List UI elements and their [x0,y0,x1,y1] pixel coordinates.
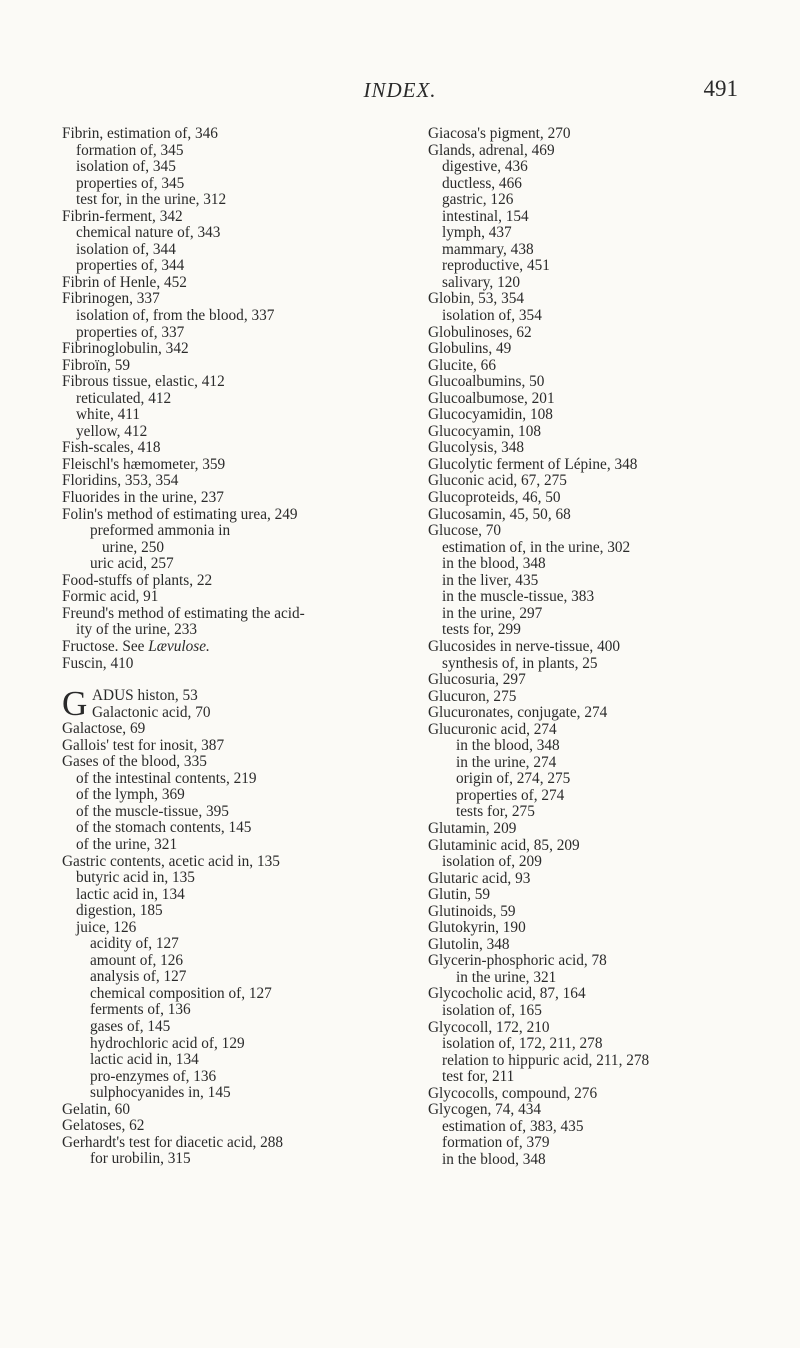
index-entry [428,689,768,706]
index-entry [428,639,768,656]
entry-text: sulphocyanides in, 145 [90,1084,231,1102]
index-entry [62,705,412,722]
entry-text: hydrochloric acid of, 129 [90,1034,245,1052]
entry-text: chemical composition of, 127 [90,984,272,1002]
index-subentry [428,209,768,226]
entry-text: in the urine, 297 [442,604,543,622]
index-subentry [428,788,768,805]
entry-text: lactic acid in, 134 [76,885,185,903]
index-entry [428,986,768,1003]
entry-text: Glucuronates, conjugate, 274 [428,704,608,722]
index-entry [62,589,412,606]
index-subentry [428,275,768,292]
index-subentry [428,755,768,772]
entry-text: of the urine, 321 [76,835,178,853]
entry-text: isolation of, from the blood, 337 [76,307,275,325]
entry-text: Globin, 53, 354 [428,290,525,308]
index-entry [428,1102,768,1119]
entry-text: properties of, 345 [76,174,185,192]
entry-text: Glucuron, 275 [428,687,517,705]
index-subentry [62,159,412,176]
entry-text: intestinal, 154 [442,207,529,225]
index-subentry [62,242,412,259]
index-entry [62,656,412,673]
index-subentry [428,573,768,590]
entry-text: estimation of, 383, 435 [442,1117,584,1135]
entry-text: Freund's method of estimating the acid- [62,604,305,622]
entry-text: gases of, 145 [90,1017,171,1035]
index-entry [428,937,768,954]
index-subentry [62,1052,412,1069]
entry-text: Fibrin-ferment, 342 [62,207,183,225]
entry-text: Fuscin, 410 [62,654,134,672]
index-subentry [62,424,412,441]
entry-text: digestive, 436 [442,158,528,176]
index-subentry [428,970,768,987]
page-number: 491 [703,76,738,101]
index-entry [428,523,768,540]
index-entry [428,722,768,739]
entry-text: Glutin, 59 [428,886,491,904]
entry-text: tests for, 275 [456,803,535,821]
entry-text: Glutolin, 348 [428,935,510,953]
entry-text: Glutinoids, 59 [428,902,516,920]
index-subentry [428,176,768,193]
index-entry [428,871,768,888]
index-entry [62,126,412,143]
index-subentry [62,225,412,242]
index-subentry [62,258,412,275]
entry-text: properties of, 344 [76,257,185,275]
index-entry [428,672,768,689]
entry-text: Fibrinogen, 337 [62,290,160,308]
index-subentry [62,936,412,953]
entry-text: estimation of, in the urine, 302 [442,538,631,556]
index-entry [62,209,412,226]
entry-text: Fibrin of Henle, 452 [62,273,187,291]
running-title: INDEX. [363,78,437,102]
index-entry [428,1086,768,1103]
entry-text: Galactonic acid, 70 [92,703,211,721]
index-subentry [62,176,412,193]
entry-text: juice, 126 [76,918,137,936]
index-subentry [428,622,768,639]
index-subentry [62,192,412,209]
entry-text: digestion, 185 [76,902,163,920]
index-subentry [62,1019,412,1036]
entry-text: Glands, adrenal, 469 [428,141,555,159]
index-subentry [428,1069,768,1086]
index-subentry [428,242,768,259]
entry-text: isolation of, 165 [442,1001,542,1019]
entry-text: white, 411 [76,406,141,424]
entry-text: Glutaric acid, 93 [428,869,531,887]
entry-text: Fibrin, estimation of, 346 [62,125,218,142]
entry-text: Food-stuffs of plants, 22 [62,571,213,589]
page-header [0,76,800,106]
entry-text: Glycerin-phosphoric acid, 78 [428,952,607,970]
index-entry [62,473,412,490]
entry-text: synthesis of, in plants, 25 [442,654,598,672]
index-entry [428,920,768,937]
index-subentry [62,820,412,837]
index-subentry [62,1151,412,1168]
entry-text: Fibrous tissue, elastic, 412 [62,373,225,391]
entry-text: Glucoproteids, 46, 50 [428,489,561,507]
entry-text: chemical nature of, 343 [76,224,221,242]
entry-text: relation to hippuric acid, 211, 278 [442,1051,650,1069]
entry-text: Folin's method of estimating urea, 249 [62,505,298,523]
entry-text: of the lymph, 369 [76,786,185,804]
index-subentry [62,540,412,557]
index-subentry [428,258,768,275]
entry-text: isolation of, 209 [442,853,542,871]
entry-text: for urobilin, 315 [90,1150,191,1168]
index-subentry [62,523,412,540]
entry-text: test for, in the urine, 312 [76,191,227,209]
index-subentry [62,969,412,986]
entry-text: in the blood, 348 [456,737,560,755]
entry-text: in the blood, 348 [442,555,546,573]
index-subentry [428,589,768,606]
entry-text: Gerhardt's test for diacetic acid, 288 [62,1133,284,1151]
index-subentry [62,622,412,639]
index-entry [62,721,412,738]
index-subentry [62,556,412,573]
entry-text: uric acid, 257 [90,555,174,573]
index-entry [62,358,412,375]
index-subentry [62,771,412,788]
index-subentry [62,1002,412,1019]
entry-text: Formic acid, 91 [62,588,159,606]
entry-text: ductless, 466 [442,174,522,192]
entry-text: in the blood, 348 [442,1150,546,1168]
index-entry [428,440,768,457]
entry-text: Glucosamin, 45, 50, 68 [428,505,571,523]
entry-text: Giacosa's pigment, 270 [428,125,571,142]
index-subentry [62,1069,412,1086]
entry-text: amount of, 126 [90,951,184,969]
index-subentry [62,870,412,887]
index-entry [428,821,768,838]
entry-text: ferments of, 136 [90,1001,191,1019]
entry-text: formation of, 345 [76,141,184,159]
index-subentry [428,225,768,242]
index-subentry [62,143,412,160]
entry-text: mammary, 438 [442,240,534,258]
index-subentry [428,556,768,573]
index-entry [62,639,412,656]
entry-text: Glucosides in nerve-tissue, 400 [428,637,621,655]
index-subentry [428,1119,768,1136]
index-subentry [428,804,768,821]
index-entry [428,887,768,904]
entry-text: lymph, 437 [442,224,512,242]
entry-text: Fluorides in the urine, 237 [62,489,224,507]
entry-text: Gluconic acid, 67, 275 [428,472,567,490]
index-entry [62,738,412,755]
entry-text: of the intestinal contents, 219 [76,769,257,787]
entry-text: Fibroïn, 59 [62,356,130,374]
index-entry [62,854,412,871]
entry-text: Galactose, 69 [62,720,146,738]
index-subentry [428,192,768,209]
index-entry [428,424,768,441]
index-entry [428,838,768,855]
index-entry [428,291,768,308]
entry-cross-reference: Lævulose. [148,637,210,655]
entry-text: Gastric contents, acetic acid in, 135 [62,852,280,870]
entry-text: reproductive, 451 [442,257,550,275]
entry-text: test for, 211 [442,1068,515,1086]
index-subentry [428,1135,768,1152]
index-subentry [62,787,412,804]
index-subentry [62,1085,412,1102]
entry-text: preformed ammonia in [90,522,231,540]
entry-text: acidity of, 127 [90,935,179,953]
entry-text: Glycocoll, 172, 210 [428,1018,550,1036]
index-subentry [428,159,768,176]
entry-text: Fish-scales, 418 [62,439,161,457]
index-subentry [428,540,768,557]
entry-text: in the urine, 274 [456,753,557,771]
index-subentry [428,854,768,871]
index-subentry [62,391,412,408]
index-subentry [428,771,768,788]
index-entry [62,507,412,524]
index-subentry [428,1053,768,1070]
index-entry [428,507,768,524]
entry-text: isolation of, 354 [442,307,542,325]
index-entry [428,391,768,408]
entry-text: Glucuronic acid, 274 [428,720,557,738]
entry-text: Glycocholic acid, 87, 164 [428,985,586,1003]
entry-text: Glycocolls, compound, 276 [428,1084,598,1102]
entry-text: of the stomach contents, 145 [76,819,252,837]
index-entry [62,291,412,308]
entry-text: Gases of the blood, 335 [62,753,207,771]
index-entry [62,275,412,292]
index-entry [428,126,768,143]
entry-text: Floridins, 353, 354 [62,472,179,490]
entry-text: Glucite, 66 [428,356,496,374]
entry-text: Fibrinoglobulin, 342 [62,340,189,358]
index-entry [428,143,768,160]
index-entry [428,705,768,722]
entry-text: yellow, 412 [76,422,148,440]
index-entry [428,341,768,358]
entry-text: analysis of, 127 [90,968,187,986]
entry-text: in the urine, 321 [456,968,557,986]
entry-text: origin of, 274, 275 [456,770,571,788]
letter-section-gap [62,672,412,688]
index-subentry [62,308,412,325]
index-subentry [62,407,412,424]
index-entry [62,341,412,358]
index-entry [428,407,768,424]
index-subentry [62,887,412,904]
entry-text: Glucoalbumins, 50 [428,373,545,391]
entry-text: Globulins, 49 [428,340,512,358]
entry-text: Gallois' test for inosit, 387 [62,736,225,754]
entry-text: Glucoalbumose, 201 [428,389,555,407]
index-subentry [62,953,412,970]
index-column-left [62,126,412,1168]
drop-cap-letter: G [62,684,88,724]
entry-text: Glycogen, 74, 434 [428,1101,542,1119]
index-subentry [428,1036,768,1053]
entry-text: salivary, 120 [442,273,521,291]
index-subentry [428,738,768,755]
entry-text: Glucolytic ferment of Lépine, 348 [428,455,638,473]
index-subentry [428,1152,768,1169]
index-entry [62,440,412,457]
entry-text: Gelatoses, 62 [62,1117,145,1135]
entry-text: tests for, 299 [442,621,521,639]
index-subentry [62,903,412,920]
index-column-right [428,126,768,1168]
index-entry [62,1135,412,1152]
entry-text: Gelatin, 60 [62,1100,130,1118]
entry-text: ADUS histon, 53 [92,687,198,705]
entry-text: Glutaminic acid, 85, 209 [428,836,580,854]
entry-text: Glutokyrin, 190 [428,919,526,937]
entry-text: isolation of, 344 [76,240,176,258]
entry-text: Glutamin, 209 [428,819,517,837]
index-entry [428,358,768,375]
entry-text: gastric, 126 [442,191,514,209]
index-entry [62,490,412,507]
index-entry [428,953,768,970]
index-entry [62,457,412,474]
index-subentry [428,1003,768,1020]
index-subentry [428,308,768,325]
index-subentry [428,606,768,623]
index-subentry [62,804,412,821]
entry-text: in the liver, 435 [442,571,539,589]
entry-text: Glucocyamidin, 108 [428,406,553,424]
index-entry [62,573,412,590]
entry-text: Glucolysis, 348 [428,439,525,457]
entry-text: Globulinoses, 62 [428,323,532,341]
entry-text: urine, 250 [102,538,165,556]
entry-text: lactic acid in, 134 [90,1051,199,1069]
index-entry [428,374,768,391]
index-entry [428,325,768,342]
index-entry [62,374,412,391]
index-subentry [62,325,412,342]
index-subentry [428,656,768,673]
entry-text: properties of, 274 [456,786,565,804]
index-subentry [62,920,412,937]
entry-text: Fleischl's hæmometer, 359 [62,455,226,473]
entry-text: Glucosuria, 297 [428,671,526,689]
index-subentry [62,837,412,854]
entry-text: isolation of, 172, 211, 278 [442,1035,603,1053]
index-subentry [62,986,412,1003]
index-entry [428,1020,768,1037]
entry-text: Fructose. See [62,637,149,655]
index-subentry [62,1036,412,1053]
entry-text: properties of, 337 [76,323,185,341]
entry-text: Glucocyamin, 108 [428,422,542,440]
index-entry [62,1118,412,1135]
entry-text: pro-enzymes of, 136 [90,1067,217,1085]
entry-text: butyric acid in, 135 [76,869,195,887]
index-entry [428,457,768,474]
entry-text: of the muscle-tissue, 395 [76,802,229,820]
entry-text: isolation of, 345 [76,158,176,176]
entry-text: formation of, 379 [442,1134,550,1152]
index-entry [62,754,412,771]
index-entry [62,1102,412,1119]
entry-text: in the muscle-tissue, 383 [442,588,595,606]
index-entry [428,473,768,490]
index-entry [428,490,768,507]
entry-text: reticulated, 412 [76,389,172,407]
index-entry [62,606,412,623]
index-entry [428,904,768,921]
entry-text: ity of the urine, 233 [76,621,198,639]
entry-text: Glucose, 70 [428,522,502,540]
